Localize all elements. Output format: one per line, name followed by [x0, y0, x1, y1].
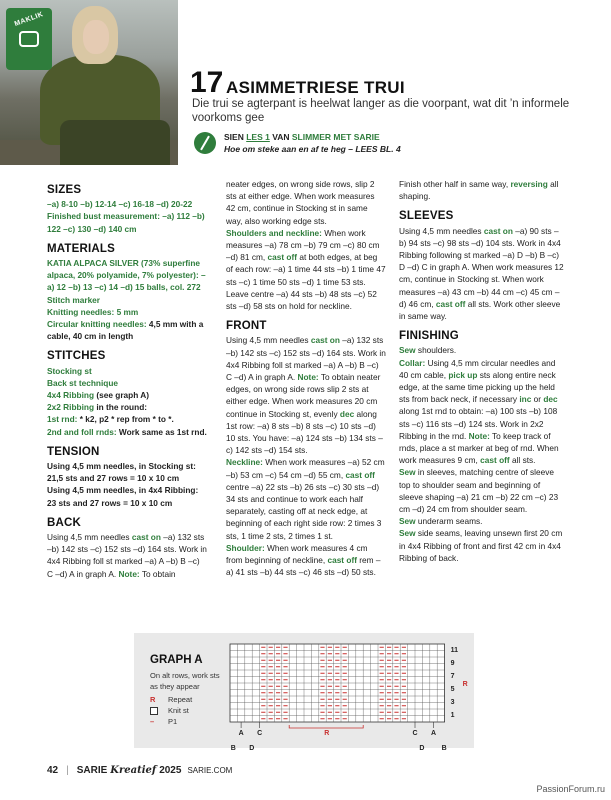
magazine-edition: Kreatief [110, 765, 157, 776]
bust-measurement: Finished bust measurement: –a) 112 –b) 122 –c) 130 –d) 140 cm [47, 211, 205, 234]
knitting-needles-icon [194, 132, 216, 154]
watermark: PassionForum.ru [536, 784, 605, 794]
finishing-sleeves: Sew in sleeves, matching centre of sleeve top to shoulder seam and beginning of sleeve shaping –a) 21 cm –b) 22 cm –c) 23 cm –d) 24 cm from shoulder seam. [399, 467, 559, 515]
magazine-url[interactable]: SARIE.COM [187, 766, 233, 775]
column-2 [226, 178, 386, 579]
magazine-year: 2025 [159, 765, 182, 776]
shoulders-neckline: Shoulders and neckline: When work measures –a) 78 cm –b) 79 cm –c) 80 cm –d) 81 cm, cast off at both edges, at beg of each row: –a) 1 time 44 sts –b) 1 time 47 sts –c) 1 time 50 sts –d) 1 time 53 sts. Leave centre –a) 44 sts –b) 48 sts –c) 52 sts –d) 58 sts on hold for neckline. [226, 227, 386, 312]
repeat-marker-bottom: R [324, 730, 330, 737]
stitch-stocking: Stocking st [47, 365, 92, 376]
stitch-4x4: 4x4 Ribbing (see graph A) [47, 390, 150, 401]
page-number: 42 [47, 765, 59, 776]
difficulty-badge [6, 8, 52, 70]
chart-letter-top: A [431, 730, 437, 737]
stitch-marker: Stitch marker [47, 294, 101, 305]
sizes-heading: SIZES [47, 184, 82, 196]
materials-heading: MATERIALS [47, 242, 116, 255]
knitting-chart-graph [228, 641, 468, 752]
tension-heading: TENSION [47, 445, 100, 458]
back-instructions: Using 4,5 mm needles cast on –a) 132 sts –b) 142 sts –c) 152 sts –d) 164 sts. Work in 4x4 Ribbing foll st marked –a) A –b) B –c) C –d) A in graph A. Note: To obtain [47, 532, 207, 579]
legend-repeat: R Repeat [150, 695, 193, 704]
yarn-spec: KATIA ALPACA SILVER (73% superfine alpaca, 20% polyamide, 7% polyester): –a) 12 –b) 13 –c) 14 –d) 15 balls, col. 272 [47, 258, 206, 293]
photo-model-legs [60, 120, 170, 165]
front-shoulder: Shoulder: When work measures 4 cm from beginning of neckline, cast off rem –a) 41 sts –b) 44 sts –c) 46 sts –d) 50 sts. [226, 542, 381, 578]
row-number-label: 7 [450, 673, 455, 680]
row-number-label: 3 [450, 699, 455, 706]
page-footer [47, 765, 232, 776]
row-number-label: 1 [450, 712, 455, 719]
row-number-label: 5 [450, 686, 455, 693]
finishing-side-seams: Sew side seams, leaving unsewn first 20 cm in 4x4 Ribbing of front and first 42 cm in 4x4 Ribbing of back. [399, 528, 563, 563]
yarn-ball-icon [19, 31, 39, 47]
tension-ribbing: Using 4,5 mm needles, in 4x4 Ribbing: 23 sts and 27 rows = 10 x 10 cm [47, 485, 199, 508]
graph-legend [150, 694, 192, 727]
stitch-back: Back st technique [47, 377, 119, 388]
knit-square-icon [150, 707, 158, 715]
series-line-2: Hoe om steke aan en af te heg – LEES BL. 4 [224, 144, 401, 154]
stitches-heading: STITCHES [47, 350, 106, 363]
finishing-shoulders: Sew shoulders. [399, 345, 457, 356]
back-continued: neater edges, on wrong side rows, slip 2 sts at either edge. When work measures 42 cm, continue in Stocking st in same way, also working edge sts. [226, 179, 375, 226]
column-1 [47, 178, 207, 580]
magazine-name: SARIE [76, 765, 108, 776]
tension-stocking: Using 4,5 mm needles, in Stocking st: 21,5 sts and 27 rows = 10 x 10 cm [47, 461, 196, 484]
front-finish: Finish other half in same way, reversing all shaping. [399, 179, 559, 202]
lesson-link[interactable]: LES 1 [246, 132, 270, 142]
pattern-title: ASIMMETRIESE TRUI [226, 78, 405, 97]
photo-model-face [83, 20, 109, 54]
chart-letter-bottom: B [230, 745, 236, 752]
chart-letter-top: A [238, 730, 244, 737]
finishing-heading: FINISHING [399, 330, 459, 343]
header-photo [0, 0, 178, 165]
stitch-rnd-2: 2nd and foll rnds: Work same as 1st rnd. [47, 426, 207, 437]
front-neckline: Neckline: When work measures –a) 52 cm –b) 53 cm –c) 54 cm –d) 55 cm, cast off centre –a) 22 sts –b) 26 sts –c) 30 sts –d) 34 sts and continue to work each half separately, casting off at neck edge, at beginning of each right side row: 2 times 3 sts, 1 time 2 sts, 2 times 1 st. [226, 457, 385, 541]
chart-letter-top: C [412, 730, 418, 737]
circular-needles: Circular knitting needles: 4,5 mm with a cable, 40 cm in length [47, 319, 204, 342]
sleeves-heading: SLEEVES [399, 210, 454, 223]
repeat-marker-right: R [462, 681, 468, 688]
difficulty-label: MAKLIK [13, 11, 45, 28]
row-number-label: 11 [450, 647, 459, 654]
front-heading: FRONT [226, 320, 267, 333]
chart-letter-bottom: D [419, 745, 425, 752]
series-reference [194, 131, 574, 157]
knitting-needles: Knitting needles: 5 mm [47, 306, 139, 317]
chart-letter-bottom: B [441, 745, 447, 752]
sleeves-instructions: Using 4,5 mm needles cast on –a) 90 sts –b) 94 sts –c) 98 sts –d) 104 sts. Work in 4x4 Ribbing following st marked –a) D –b) B –c) D –d) C in graph A. When work measures 12 cm, continue in Stocking st. When work measures –a) 43 cm –b) 44 cm –c) 45 cm –d) 46 cm, cast off all sts. Work other sleeve in same way. [399, 225, 564, 322]
graph-title: GRAPH A [150, 654, 203, 666]
back-heading: BACK [47, 516, 82, 529]
legend-purl: – P1 [150, 717, 178, 726]
finishing-collar: Collar: Using 4,5 mm circular needles and 40 cm cable, pick up sts along entire neck edge, at the same time picking up the held sts from back neck, if necessary inc or dec along 1st rnd to obtain: –a) 100 sts –b) 108 sts –c) 116 sts –d) 124 sts. Work in 2x2 Ribbing in the rnd. Note: To keep track of rnds, place a st marker at beg of rnd. When work measures 9 cm, cast off all sts. [399, 357, 559, 466]
pattern-number: 17 [190, 66, 224, 99]
row-number-label: 9 [450, 660, 455, 667]
pattern-intro: Die trui se agterpant is heelwat langer as die voorpant, wat dit ’n informele voorkoms gee [192, 98, 570, 124]
chart-letter-bottom: D [249, 745, 255, 752]
footer-separator: | [66, 765, 69, 776]
series-line-1: SIEN LES 1 VAN SLIMMER MET SARIE [224, 132, 380, 142]
finishing-underarm: Sew underarm seams. [399, 516, 483, 527]
chart-letter-top: C [257, 730, 263, 737]
stitch-rnd-1: 1st rnd: * k2, p2 * rep from * to *. [47, 414, 174, 425]
column-3 [399, 178, 564, 564]
legend-knit: Knit st [150, 705, 192, 716]
stitch-2x2: 2x2 Ribbing in the round: [47, 402, 148, 413]
repeat-bracket [289, 725, 363, 728]
front-instructions: Using 4,5 mm needles cast on –a) 132 sts –b) 142 sts –c) 152 sts –d) 164 sts. Work in 4x4 Ribbing foll st marked –a) A –b) B –c) C –d) A in graph A. Note: To obtain neater edges, on wrong side rows slip 2 sts at either edge. When work measures 20 cm continue in Stocking st, evenly dec along 1st row: –a) 8 sts –b) 8 sts –c) 10 sts –d) 10 sts. You have: –a) 124 sts –b) 134 sts –c) 142 sts –d) 154 sts. [226, 335, 386, 456]
sizes-list: –a) 8-10 –b) 12-14 –c) 16-18 –d) 20-22 [47, 199, 193, 210]
graph-description: On alt rows, work sts as they appear [150, 671, 220, 691]
